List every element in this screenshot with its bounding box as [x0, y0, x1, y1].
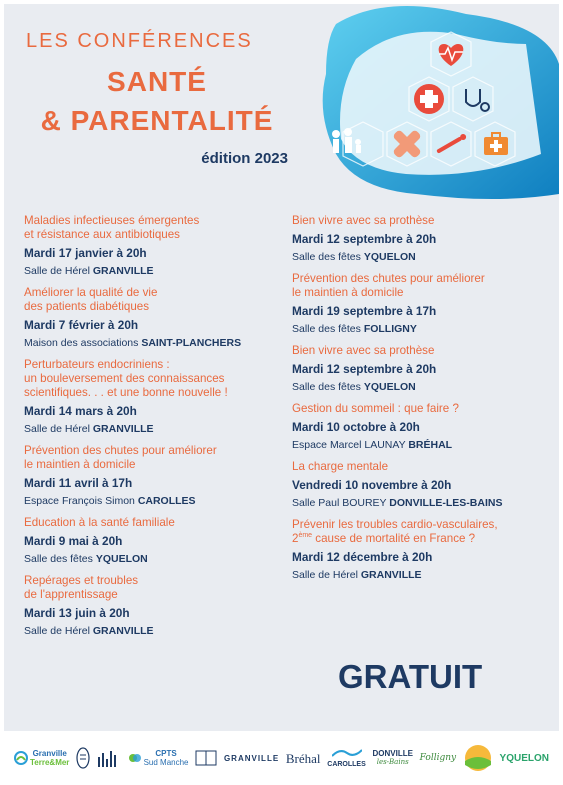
- logo-carolles: CAROLLES: [327, 741, 366, 775]
- series-title: LES CONFÉRENCES: [26, 30, 253, 52]
- event-item: [24, 358, 284, 436]
- event-title: Education à la santé familiale: [24, 516, 175, 529]
- event-title: Prévenir les troubles cardio-vasculaires, 2ème cause de mortalité en France ?: [292, 518, 498, 545]
- free-admission-label: GRATUIT: [338, 658, 483, 695]
- event-venue: Salle des fêtes YQUELON: [292, 381, 416, 393]
- event-date: Mardi 11 avril à 17h: [24, 476, 133, 490]
- event-venue: Salle de Hérel GRANVILLE: [24, 625, 154, 637]
- logo-bars: [97, 741, 121, 775]
- event-item: [24, 444, 284, 508]
- logo-folligny: Folligny: [419, 752, 457, 763]
- event-title: La charge mentale: [292, 460, 389, 473]
- event-date: Mardi 14 mars à 20h: [24, 404, 137, 418]
- event-title: Prévention des chutes pour améliorer le maintien à domicile: [24, 444, 217, 471]
- event-item: [24, 516, 284, 566]
- event-venue: Salle de Hérel GRANVILLE: [24, 423, 154, 435]
- event-title: Bien vivre avec sa prothèse: [292, 344, 435, 357]
- event-item: [292, 344, 552, 394]
- partner-logos-bar: [4, 735, 559, 781]
- event-venue: Espace François Simon CAROLLES: [24, 495, 196, 507]
- event-title: Gestion du sommeil : que faire ?: [292, 402, 459, 415]
- event-date: Mardi 12 décembre à 20h: [292, 550, 433, 564]
- events-column-right: [292, 214, 552, 590]
- logo-granville: GRANVILLE: [223, 753, 280, 763]
- main-title-line-2: & PARENTALITÉ: [40, 105, 274, 136]
- event-title: Bien vivre avec sa prothèse: [292, 214, 435, 227]
- granville-swirl-icon: [14, 751, 28, 765]
- event-item: [292, 518, 552, 582]
- logo-sun: [463, 741, 493, 775]
- event-venue: Maison des associations SAINT-PLANCHERS: [24, 337, 242, 349]
- logo-book: [195, 741, 217, 775]
- event-date: Mardi 13 juin à 20h: [24, 606, 130, 620]
- event-title: Maladies infectieuses émergentes et résistance aux antibiotiques: [24, 214, 200, 241]
- hero-illustration: [296, 4, 559, 204]
- event-venue: Salle de Hérel GRANVILLE: [292, 569, 422, 581]
- event-date: Mardi 10 octobre à 20h: [292, 420, 420, 434]
- event-venue: Salle des fêtes YQUELON: [24, 553, 148, 565]
- event-date: Mardi 7 février à 20h: [24, 318, 139, 332]
- logo-granville-terre-mer: Granville Terre&Mer: [14, 741, 69, 775]
- logo-donville-les-bains: DONVILLE les-Bains: [372, 749, 413, 766]
- event-item: [292, 402, 552, 452]
- event-item: [24, 574, 284, 638]
- event-date: Mardi 9 mai à 20h: [24, 534, 123, 548]
- event-title: Améliorer la qualité de vie des patients diabétiques: [24, 286, 158, 313]
- event-date: Mardi 12 septembre à 20h: [292, 232, 437, 246]
- event-date: Mardi 17 janvier à 20h: [24, 246, 147, 260]
- logo-yquelon: YQUELON: [499, 752, 549, 764]
- first-aid-cross-icon: [414, 84, 444, 114]
- event-date: Mardi 19 septembre à 17h: [292, 304, 437, 318]
- poster: [4, 4, 559, 731]
- event-venue: Salle de Hérel GRANVILLE: [24, 265, 154, 277]
- event-title: Prévention des chutes pour améliorer le maintien à domicile: [292, 272, 485, 299]
- event-item: [292, 214, 552, 264]
- event-venue: Salle Paul BOUREY DONVILLE-LES-BAINS: [292, 497, 503, 509]
- event-item: [24, 286, 284, 350]
- logo-brehal: Bréhal: [285, 750, 321, 766]
- event-item: [292, 272, 552, 336]
- edition-label: édition 2023: [201, 150, 288, 167]
- event-venue: Salle des fêtes FOLLIGNY: [292, 323, 417, 335]
- event-title: Repérages et troubles de l'apprentissage: [24, 574, 139, 601]
- event-date: Vendredi 10 novembre à 20h: [292, 478, 452, 492]
- event-item: [292, 460, 552, 510]
- logo-cpts-sud-manche: CPTS Sud Manche: [128, 741, 189, 775]
- logo-seal: [76, 741, 90, 775]
- event-item: [24, 214, 284, 278]
- main-title-line-1: SANTÉ: [107, 66, 207, 97]
- event-title: Perturbateurs endocriniens : un bouleversement des connaissances scientifiques. . . et une bonne nouvelle !: [24, 358, 228, 399]
- event-date: Mardi 12 septembre à 20h: [292, 362, 437, 376]
- event-venue: Espace Marcel LAUNAY BRÉHAL: [292, 439, 453, 451]
- header: [4, 4, 559, 204]
- events-column-left: [24, 214, 284, 646]
- event-venue: Salle des fêtes YQUELON: [292, 251, 416, 263]
